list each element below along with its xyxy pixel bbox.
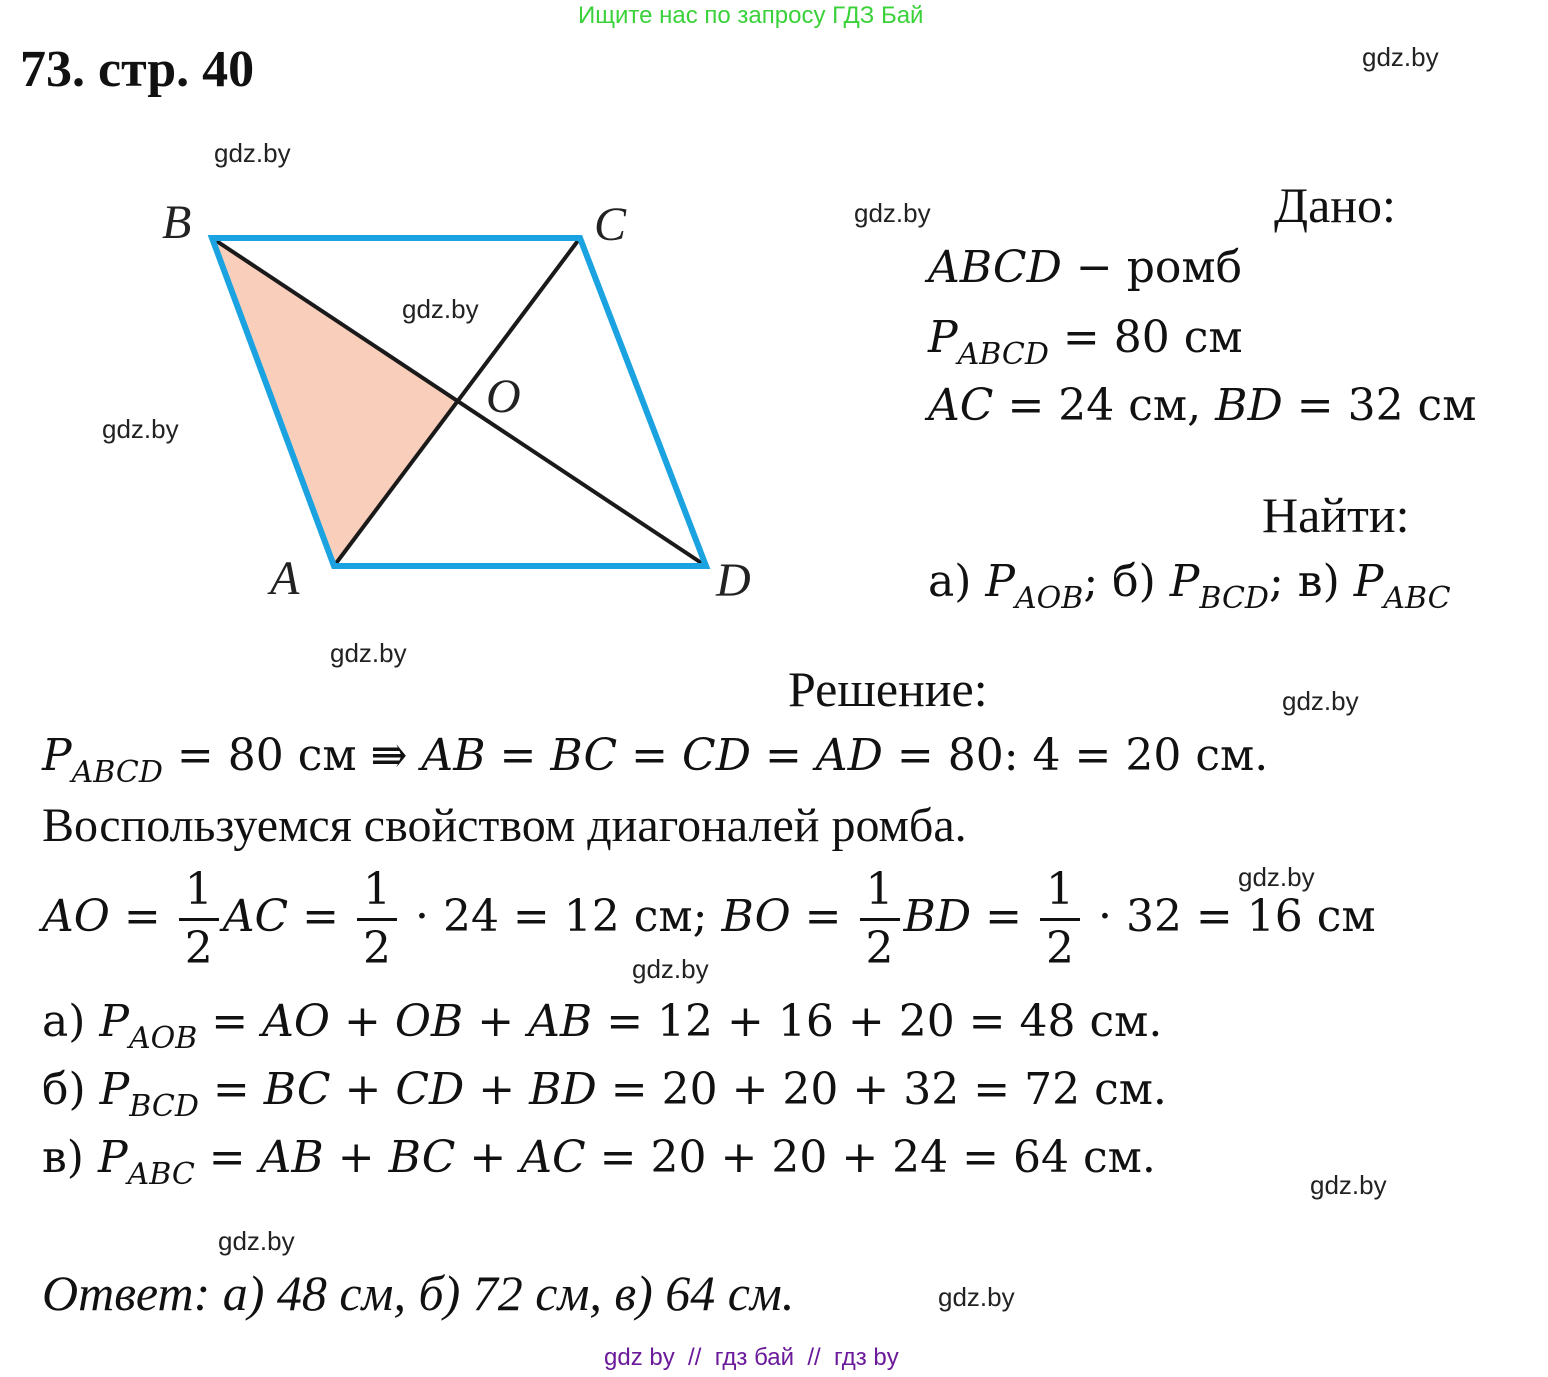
solution-line-1: $P_{ABCD} = 80$ см ⇛ AB = BC = CD = AD = 80: 4 = 20 см. <box>42 730 1269 790</box>
label-d: D <box>716 554 751 607</box>
watermark: gdz.by <box>1238 862 1315 892</box>
answer-line: Ответ: а) 48 см, б) 72 см, в) 64 см. <box>42 1265 795 1321</box>
given-line-3: AC = 24 см, BD = 32 см <box>928 380 1477 431</box>
watermark: gdz.by <box>218 1226 295 1256</box>
footer-links[interactable]: gdz by // гдз бай // гдз by <box>604 1344 899 1371</box>
find-line: а) $P_{AOB}$; б) $P_{BCD}$; в) $P_{ABC}$ <box>928 556 1451 616</box>
fraction-half: $\frac{1}{2}$ <box>1040 862 1080 977</box>
label-b: B <box>162 196 192 249</box>
given-line-2: $P_{ABCD} = 80$ см <box>928 312 1243 372</box>
watermark: gdz.by <box>1282 686 1359 716</box>
given-line-1: ABCD − ромб <box>928 242 1243 293</box>
find-heading: Найти: <box>1262 487 1410 543</box>
watermark: gdz.by <box>102 414 179 444</box>
label-c: C <box>594 198 627 251</box>
solution-line-a: а) $P_{AOB}$ = AO + OB + AB = 12 + 16 + 20 = 48 см. <box>42 996 1163 1056</box>
page-title: 73. стр. 40 <box>20 41 255 98</box>
watermark: gdz.by <box>330 638 407 668</box>
fraction-half: $\frac{1}{2}$ <box>860 862 900 977</box>
watermark: gdz.by <box>854 198 931 228</box>
watermark: gdz.by <box>632 954 709 984</box>
fraction-half: $\frac{1}{2}$ <box>357 862 397 977</box>
rhombus-figure <box>140 180 780 620</box>
watermark: gdz.by <box>402 294 479 324</box>
label-o: O <box>486 370 521 423</box>
watermark: gdz.by <box>938 1282 1015 1312</box>
solution-line-c: в) $P_{ABC}$ = AB + BC + AC = 20 + 20 + 24 = 64 см. <box>42 1132 1156 1192</box>
solution-line-b: б) $P_{BCD}$ = BC + CD + BD = 20 + 20 + 32 = 72 см. <box>42 1064 1167 1124</box>
top-note: Ищите нас по запросу ГДЗ Бай <box>578 2 924 29</box>
watermark: gdz.by <box>214 138 291 168</box>
given-heading: Дано: <box>1274 177 1396 233</box>
shaded-triangle-aob <box>212 238 457 566</box>
watermark: gdz.by <box>1362 42 1439 72</box>
fraction-half: $\frac{1}{2}$ <box>179 862 219 977</box>
label-a: A <box>270 552 300 605</box>
solution-line-3: AO = $\frac{1}{2}$ AC = $\frac{1}{2}$ · 24 = 12 см; BO = $\frac{1}{2}$ BD = $\frac{1}{2}$ · 32 = 16 см <box>42 862 1376 977</box>
solution-line-2: Воспользуемся свойством диагоналей ромба. <box>42 799 967 852</box>
watermark: gdz.by <box>1310 1170 1387 1200</box>
solution-heading: Решение: <box>788 661 988 717</box>
